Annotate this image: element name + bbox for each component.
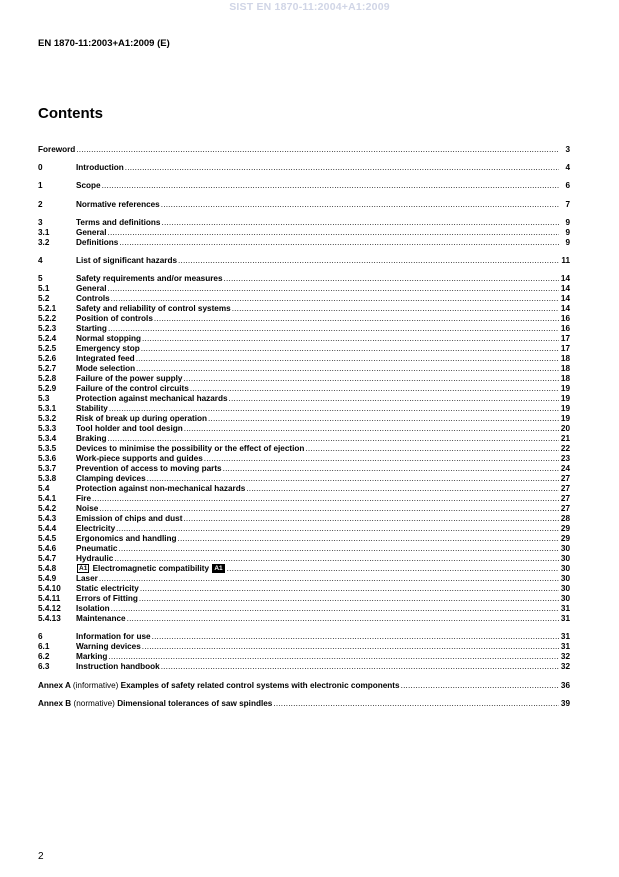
dot-leader [161,662,559,672]
toc-entry-number: 5.3 [38,394,50,404]
dot-leader [224,274,559,284]
annex-name: Annex A [38,680,71,690]
toc-entry-title: Instruction handbook [76,662,160,672]
toc-entry-page: 19 [560,404,570,414]
toc-entry-title: Ergonomics and handling [76,534,177,544]
toc-entry[interactable] [38,514,570,524]
toc-entry-page: 9 [565,217,570,227]
dot-leader [184,424,559,434]
toc-entry-title: General [76,284,107,294]
toc-entry-number: 5.2.1 [38,304,57,314]
toc-entry-number: 5.3.5 [38,444,57,454]
toc-entry[interactable] [38,414,570,424]
toc-entry-number: 5.4.3 [38,514,57,524]
dot-leader [152,632,559,642]
dot-leader [118,544,559,554]
toc-entry[interactable] [38,504,570,514]
toc-entry-title: Position of controls [76,314,153,324]
toc-entry[interactable] [38,652,570,662]
toc-entry-page: 27 [560,474,570,484]
toc-entry-page: 18 [560,354,570,364]
toc-entry[interactable] [38,434,570,444]
toc-entry-page: 30 [560,594,570,604]
toc-entry[interactable] [38,344,570,354]
toc-entry-page: 27 [560,494,570,504]
toc-entry-number: 5.4.4 [38,524,57,534]
toc-entry-title: Emergency stop [76,344,140,354]
toc-entry-page: 24 [560,464,570,474]
toc-entry-page: 14 [560,284,570,294]
amendment-end-marker: A1 [214,565,223,573]
toc-entry[interactable] [38,238,570,248]
toc-entry-title: Static electricity [76,584,139,594]
toc-entry-number: 5.3.6 [38,454,57,464]
toc-entry-page: 27 [560,504,570,514]
toc-entry[interactable] [38,642,570,652]
toc-entry-number: 5.4.7 [38,554,57,564]
toc-entry-page: 28 [560,514,570,524]
toc-entry-title: Fire [76,494,92,504]
dot-leader [204,454,559,464]
toc-entry-number: 6.2 [38,652,50,662]
toc-entry-page: 7 [565,199,570,209]
dot-leader [141,344,559,354]
toc-entry-title: List of significant hazards [76,255,177,265]
toc-entry[interactable] [38,544,570,554]
dot-leader [227,564,559,574]
dot-leader [107,434,559,444]
toc-entry-number: 5.4 [38,484,50,494]
toc-entry-page: 17 [560,334,570,344]
toc-annex-entry[interactable] [38,681,570,691]
toc-entry-page: 31 [560,614,570,624]
toc-entry-title: Devices to minimise the possibility or the effect of ejection [76,444,305,454]
page-title: Contents [38,105,103,122]
toc-entry-number: 5.3.2 [38,414,57,424]
toc-entry-number: 5.3.8 [38,474,57,484]
toc-entry[interactable] [38,374,570,384]
annex-label: Examples of safety related control systems with electronic components [120,680,400,690]
toc-entry[interactable] [38,474,570,484]
toc-entry[interactable] [38,404,570,414]
toc-entry[interactable] [38,444,570,454]
toc-entry[interactable] [38,494,570,504]
toc-entry-title: Foreword [38,145,76,154]
toc-entry-title: Starting [76,324,107,334]
dot-leader [136,364,559,374]
toc-entry-page: 18 [560,364,570,374]
toc-entry-page: 31 [560,632,570,642]
toc-entry-number: 5.4.12 [38,604,61,614]
dot-leader [136,354,559,364]
toc-entry-number: 6.1 [38,642,50,652]
toc-entry-number: 3.2 [38,237,50,247]
toc-entry[interactable] [38,256,570,266]
toc-entry-number: 5.2.4 [38,334,57,344]
dot-leader [273,699,559,709]
dot-leader [119,238,559,248]
dot-leader [142,334,559,344]
toc-entry-page: 22 [560,444,570,454]
toc-annex-title [38,681,400,691]
toc-entry-page: 19 [560,384,570,394]
toc-entry-title: Warning devices [76,642,141,652]
dot-leader [183,374,559,384]
dot-leader [116,524,559,534]
dot-leader [232,304,559,314]
toc-entry-page: 18 [560,374,570,384]
toc-entry-page: 23 [560,454,570,464]
toc-entry-page: 19 [560,394,570,404]
toc-entry-page: 31 [560,604,570,614]
toc-entry-number: 5.4.8 [38,564,57,574]
toc-entry[interactable] [38,284,570,294]
dot-leader [99,504,559,514]
toc-entry[interactable] [38,574,570,584]
toc-entry[interactable] [38,554,570,564]
toc-entry-number: 5.2.5 [38,344,57,354]
toc-entry[interactable] [38,614,570,624]
toc-entry-page: 3 [565,145,570,154]
toc-entry-title: Introduction [76,163,124,173]
toc-entry-number: 5.3.7 [38,464,57,474]
toc-entry-title: Errors of Fitting [76,594,138,604]
toc-entry[interactable] [38,200,570,210]
amendment-start-marker: A1 [79,565,88,573]
toc-entry-number: 3 [38,217,43,227]
toc-entry-page: 29 [560,534,570,544]
dot-leader [114,554,559,564]
toc-entry[interactable] [38,384,570,394]
toc-entry-number: 5.4.6 [38,544,57,554]
toc-entry-title: Risk of break up during operation [76,414,208,424]
toc-entry[interactable] [38,354,570,364]
toc-entry[interactable] [38,662,570,672]
toc-entry-page: 4 [565,163,570,173]
annex-label: Dimensional tolerances of saw spindles [117,698,273,708]
toc-entry-number: 5.3.3 [38,424,57,434]
toc-entry-title: Failure of the control circuits [76,384,189,394]
toc-entry[interactable] [38,534,570,544]
toc-entry-number: 5.2.9 [38,384,57,394]
toc-entry[interactable] [38,584,570,594]
dot-leader [111,294,559,304]
toc-entry-page: 16 [560,314,570,324]
toc-entry-title: Tool holder and tool design [76,424,183,434]
toc-entry[interactable] [38,464,570,474]
toc-entry[interactable] [38,163,570,173]
document-reference: EN 1870-11:2003+A1:2009 (E) [38,38,170,49]
dot-leader [147,474,559,484]
toc-entry[interactable] [38,424,570,434]
toc-entry-page: 30 [560,574,570,584]
toc-entry-title: Normative references [76,199,160,209]
toc-entry-title: Protection against mechanical hazards [76,394,228,404]
dot-leader [142,642,559,652]
dot-leader [108,652,559,662]
toc-entry[interactable] [38,632,570,642]
toc-entry-number: 5 [38,274,43,284]
dot-leader [208,414,559,424]
toc-entry-page: 31 [560,642,570,652]
toc-entry-number: 2 [38,199,43,209]
toc-entry[interactable] [38,524,570,534]
watermark: SIST EN 1870-11:2004+A1:2009 [229,1,390,13]
toc-entry-page: 27 [560,484,570,494]
toc-entry-title: Hydraulic [76,554,114,564]
dot-leader [108,284,560,294]
toc-entry-page: 14 [560,274,570,284]
toc-entry-number: 6 [38,632,43,642]
toc-entry-page: 9 [565,237,570,247]
annex-type: (normative) [73,698,115,708]
toc-entry-title: Protection against non-mechanical hazards [76,484,246,494]
dot-leader [190,384,559,394]
toc-entry-title: Information for use [76,632,151,642]
toc-entry-number: 5.4.11 [38,594,61,604]
toc-entry[interactable] [38,218,570,228]
toc-entry-title: Emission of chips and dust [76,514,183,524]
toc-entry-number: 5.2 [38,294,50,304]
toc-entry-page: 32 [560,652,570,662]
dot-leader [109,404,559,414]
toc-entry-number: 3.1 [38,227,50,237]
dot-leader [161,200,559,210]
dot-leader [99,574,559,584]
dot-leader [76,145,559,155]
dot-leader [111,604,559,614]
toc-entry-title: Definitions [76,237,119,247]
toc-entry-title: Isolation [76,604,110,614]
toc-entry-title: Controls [76,294,110,304]
dot-leader [178,534,559,544]
toc-entry-page: 19 [560,414,570,424]
toc-entry-number: 5.4.5 [38,534,57,544]
toc-entry[interactable] [38,484,570,494]
toc-entry[interactable] [38,274,570,284]
toc-entry[interactable] [38,564,570,574]
toc-entry-title: Stability [76,404,108,414]
dot-leader [127,614,559,624]
toc-entry-number: 5.3.1 [38,404,57,414]
toc-entry-title: Marking [76,652,108,662]
toc-entry-title: Scope [76,181,101,191]
toc-entry-page: 30 [560,544,570,554]
toc-entry-title: Noise [76,504,99,514]
toc-annex-entry[interactable] [38,699,570,709]
toc-entry-page: 21 [560,434,570,444]
dot-leader [401,681,559,691]
dot-leader [305,444,559,454]
toc-entry[interactable] [38,334,570,344]
dot-leader [223,464,559,474]
dot-leader [154,314,559,324]
dot-leader [183,514,559,524]
toc-entry[interactable] [38,454,570,464]
toc-entry[interactable] [38,228,570,238]
toc-entry-page: 32 [560,662,570,672]
page-number: 2 [38,851,44,862]
dot-leader [102,181,559,191]
toc-entry-number: 5.2.7 [38,364,57,374]
dot-leader [178,256,559,266]
toc-annex-title [38,699,272,709]
dot-leader [139,594,559,604]
toc-entry-number: 0 [38,163,43,173]
toc-entry-number: 5.4.2 [38,504,57,514]
toc-entry-page: 30 [560,564,570,574]
toc-entry[interactable] [38,594,570,604]
toc-entry-title: General [76,227,107,237]
toc-entry-number: 6.3 [38,662,50,672]
toc-entry[interactable] [38,364,570,374]
toc-entry[interactable] [38,324,570,334]
toc-entry[interactable] [38,604,570,614]
toc-entry-number: 5.2.6 [38,354,57,364]
toc-entry[interactable] [38,304,570,314]
toc-entry-title: Safety requirements and/or measures [76,274,223,284]
toc-entry-title: Work-piece supports and guides [76,454,203,464]
toc-entry-title: Integrated feed [76,354,135,364]
toc-entry-title: Mode selection [76,364,136,374]
toc-entry-title: Electricity [76,524,116,534]
dot-leader [108,324,559,334]
toc-entry-page: 11 [561,255,570,265]
toc-entry-title: Clamping devices [76,474,146,484]
toc-entry-page: 14 [560,304,570,314]
annex-name: Annex B [38,698,72,708]
toc-entry[interactable] [38,394,570,404]
toc-entry-title-text: Electromagnetic compatibility [92,564,210,574]
dot-leader [246,484,559,494]
toc-entry-title: Normal stopping [76,334,142,344]
toc-entry-page: 30 [560,554,570,564]
toc-entry[interactable] [38,314,570,324]
dot-leader [161,218,559,228]
toc-entry-number: 5.4.9 [38,574,57,584]
toc-entry[interactable] [38,294,570,304]
toc-entry-page: 9 [565,227,570,237]
toc-entry-title: Failure of the power supply [76,374,183,384]
toc-entry-number: 5.1 [38,284,50,294]
toc-entry-number: 5.2.2 [38,314,57,324]
toc-entry-page: 17 [560,344,570,354]
toc-entry-page: 6 [565,181,570,191]
toc-entry-page: 20 [560,424,570,434]
toc-entry-title: Terms and definitions [76,217,161,227]
toc-entry-title: Maintenance [76,614,126,624]
annex-type: (informative) [72,680,119,690]
dot-leader [108,228,560,238]
toc-entry-number: 5.3.4 [38,434,57,444]
toc-entry-title [76,564,226,574]
toc-entry-number: 5.2.8 [38,374,57,384]
dot-leader [140,584,559,594]
toc-entry-title: Prevention of access to moving parts [76,464,222,474]
toc-entry-number: 5.4.1 [38,494,57,504]
toc-entry-page: 36 [560,680,570,690]
toc-entry-title: Pneumatic [76,544,118,554]
toc-entry-number: 4 [38,255,43,265]
toc-entry-number: 1 [38,181,43,191]
toc-entry[interactable] [38,181,570,191]
toc-entry-page: 16 [560,324,570,334]
toc-entry-page: 14 [560,294,570,304]
table-of-contents [38,145,570,709]
toc-entry-title: Laser [76,574,98,584]
toc-entry-page: 29 [560,524,570,534]
dot-leader [92,494,559,504]
dot-leader [125,163,559,173]
toc-entry-number: 5.2.3 [38,324,57,334]
toc-entry[interactable] [38,145,570,155]
dot-leader [229,394,559,404]
toc-entry-title: Safety and reliability of control systems [76,304,231,314]
toc-entry-page: 39 [560,698,570,708]
toc-entry-number: 5.4.13 [38,614,61,624]
toc-entry-page: 30 [560,584,570,594]
toc-entry-title: Braking [76,434,107,444]
toc-entry-number: 5.4.10 [38,584,61,594]
